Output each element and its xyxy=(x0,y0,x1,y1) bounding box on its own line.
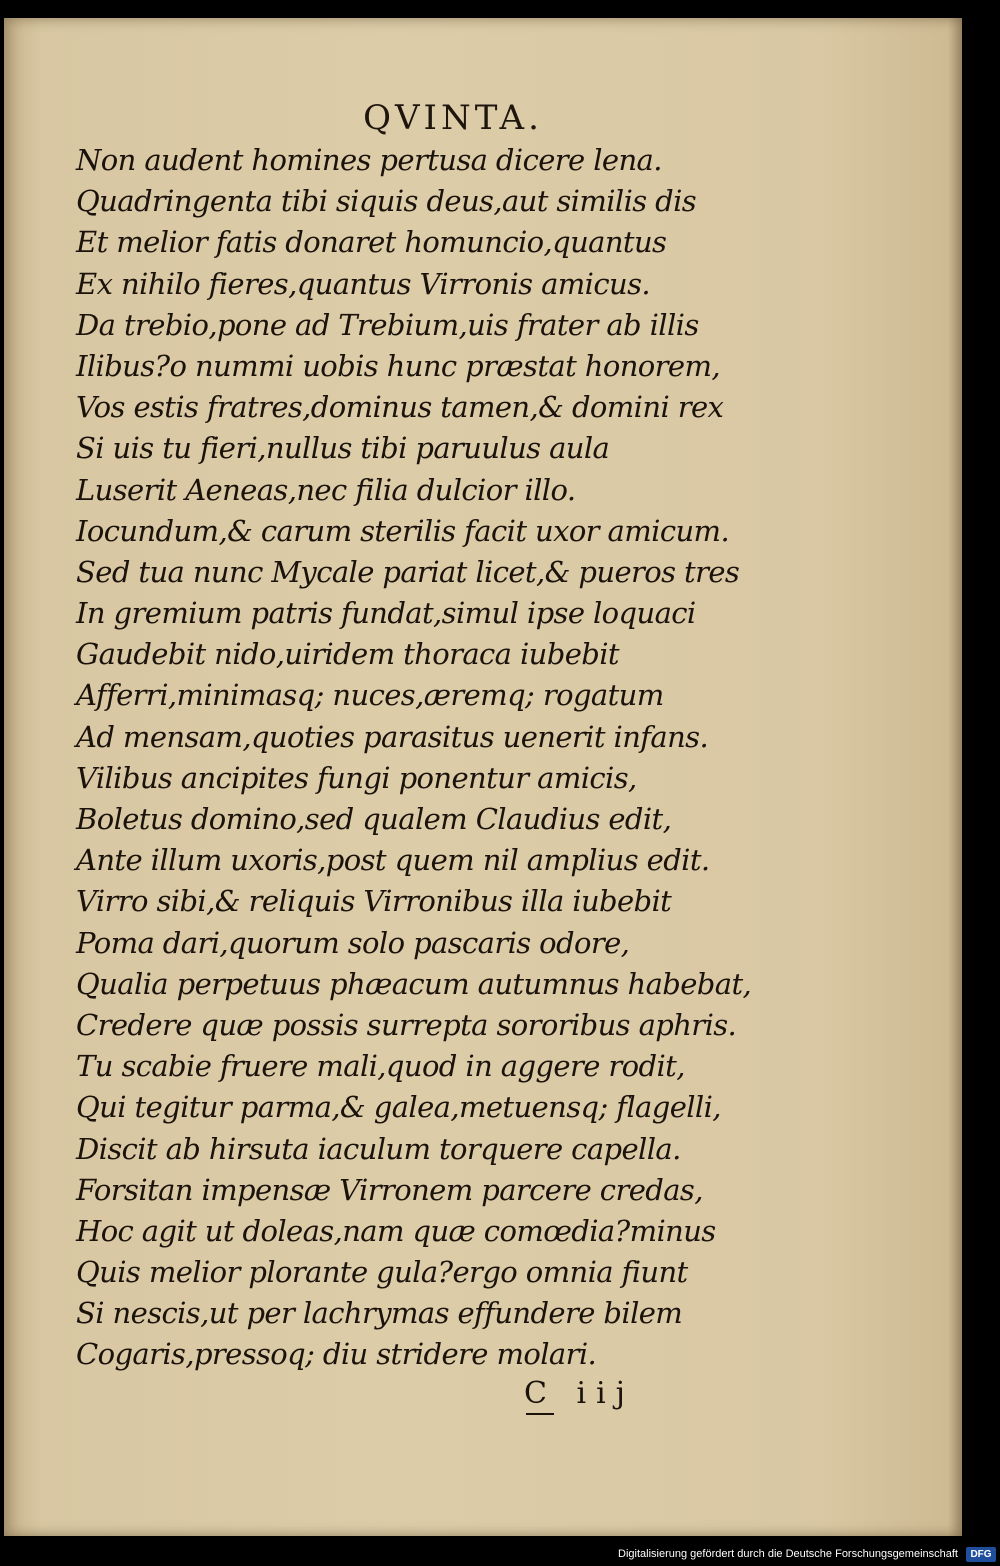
verse-line: Tu scabie fruere mali,quod in aggere rodit, xyxy=(76,1049,685,1084)
verse-line: Quis melior plorante gula?ergo omnia fiunt xyxy=(76,1255,688,1290)
verse-line: Si nescis,ut per lachrymas effundere bilem xyxy=(76,1296,683,1331)
running-head-text: QVINTA. xyxy=(363,98,543,138)
verse-line: Et melior fatis donaret homuncio,quantus xyxy=(76,225,667,260)
verse-line: Credere quæ possis surrepta sororibus aphris. xyxy=(76,1007,737,1042)
verse-line: Luserit Aeneas,nec filia dulcior illo. xyxy=(76,472,576,507)
dfg-logo-icon: DFG xyxy=(966,1547,996,1562)
verse-line: Ilibus?o nummi uobis hunc præstat honorem, xyxy=(76,348,720,383)
footer-bar xyxy=(0,1544,1000,1566)
running-head xyxy=(4,98,962,138)
verse-block xyxy=(76,140,752,1376)
verse-line: Hoc agit ut doleas,nam quæ comœdia?minus xyxy=(76,1213,716,1248)
verse-line: Gaudebit nido,uiridem thoraca iubebit xyxy=(76,637,619,672)
signature-underline xyxy=(526,1413,554,1415)
verse-line: Ex nihilo fieres,quantus Virronis amicus. xyxy=(76,266,650,301)
verse-line: Poma dari,quorum solo pascaris odore, xyxy=(76,925,630,960)
signature-mark: C iij xyxy=(524,1376,635,1411)
verse-line: Cogaris,pressoq; diu stridere molari. xyxy=(76,1337,597,1372)
verse-line: Discit ab hirsuta iaculum torquere capella. xyxy=(76,1131,681,1166)
verse-line: Virro sibi,& reliquis Virronibus illa iubebit xyxy=(76,884,672,919)
verse-line: Iocundum,& carum sterilis facit uxor amicum. xyxy=(76,513,730,548)
verse-line: Ad mensam,quoties parasitus uenerit infans. xyxy=(76,719,709,754)
verse-line: Da trebio,pone ad Trebium,uis frater ab illis xyxy=(76,307,699,342)
verse-line: Si uis tu fieri,nullus tibi paruulus aula xyxy=(76,431,610,466)
verse-line: Afferri,minimasq; nuces,æremq; rogatum xyxy=(76,678,664,713)
funding-credit: Digitalisierung gefördert durch die Deutsche Forschungsgemeinschaft xyxy=(618,1548,958,1560)
verse-line: Quadringenta tibi siquis deus,aut similis dis xyxy=(76,184,697,219)
page-edge-shadow xyxy=(948,18,962,1536)
verse-line: Forsitan impensæ Virronem parcere credas, xyxy=(76,1172,703,1207)
verse-line: Sed tua nunc Mycale pariat licet,& pueros tres xyxy=(76,554,740,589)
book-page xyxy=(4,18,962,1536)
verse-line: Boletus domino,sed qualem Claudius edit, xyxy=(76,802,672,836)
verse-line: Vilibus ancipites fungi ponentur amicis, xyxy=(76,760,637,795)
verse-line: Non audent homines pertusa dicere lena. xyxy=(76,143,662,177)
verse-line: Vos estis fratres,dominus tamen,& domini rex xyxy=(76,390,724,425)
verse-line: Qui tegitur parma,& galea,metuensq; flagelli, xyxy=(76,1090,721,1125)
verse-line: In gremium patris fundat,simul ipse loquaci xyxy=(76,596,696,631)
verse-line: Ante illum uxoris,post quem nil amplius edit. xyxy=(76,843,710,878)
verse-line: Qualia perpetuus phæacum autumnus habebat, xyxy=(76,966,752,1001)
